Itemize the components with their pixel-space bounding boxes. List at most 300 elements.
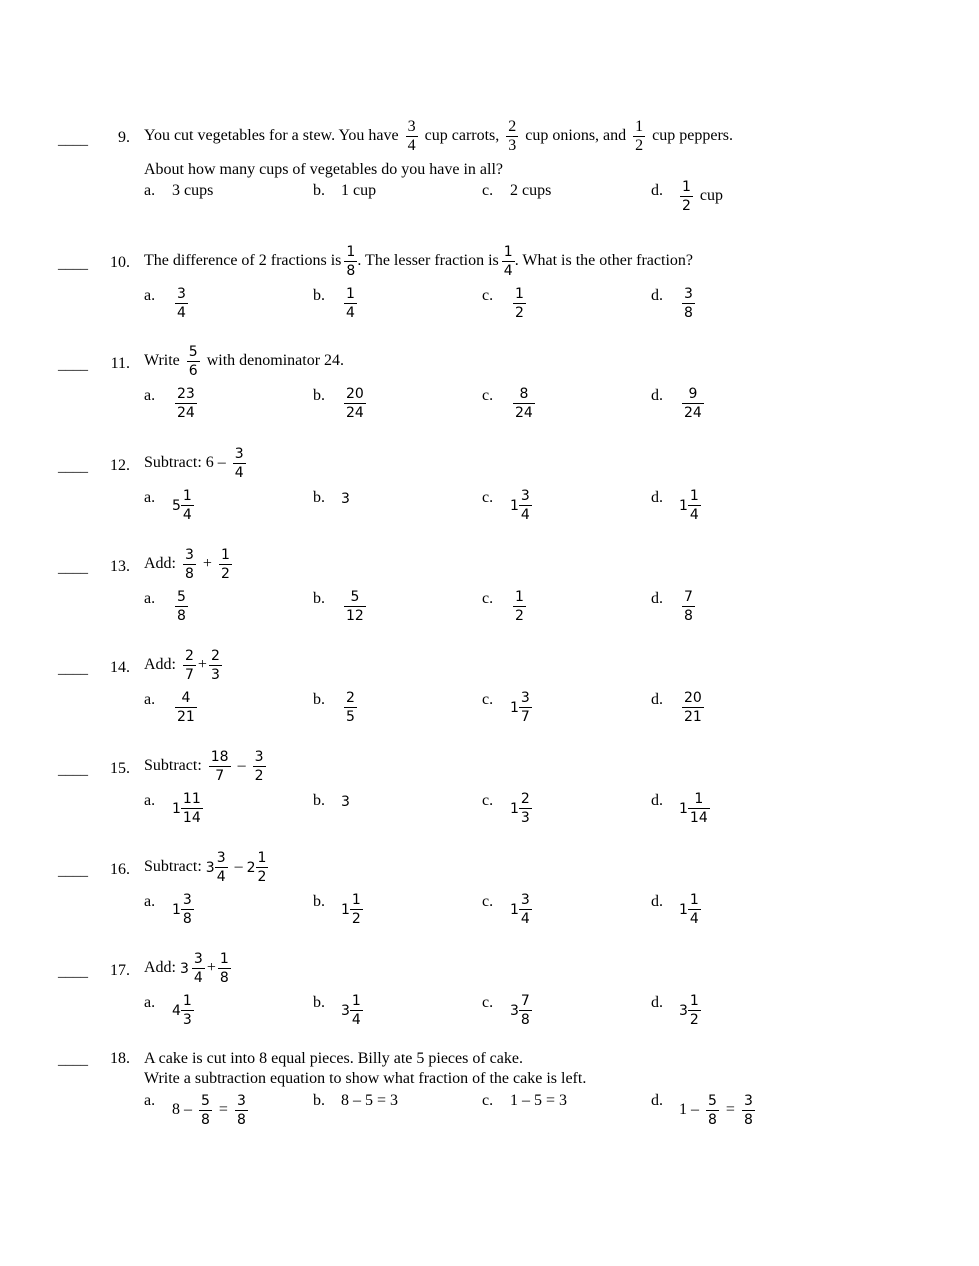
option-letter: a. bbox=[144, 691, 156, 708]
numerator: 1 bbox=[694, 791, 704, 807]
option-letter: b. bbox=[313, 590, 325, 607]
question-number: 13. bbox=[110, 558, 130, 575]
whole-number: 1 bbox=[510, 800, 519, 817]
stem-text: The difference of 2 fractions is bbox=[144, 252, 342, 270]
question-stem bbox=[144, 243, 693, 280]
fraction bbox=[502, 243, 515, 280]
fraction bbox=[519, 790, 532, 827]
fraction bbox=[344, 243, 357, 280]
option-answer: 1 – $\frac{5}{8}$ = $\frac{3}{8}$ bbox=[679, 1093, 753, 1128]
denominator: 2 bbox=[257, 869, 267, 885]
option-letter: b. bbox=[313, 182, 325, 199]
stem-text: + bbox=[197, 656, 207, 674]
fraction bbox=[192, 950, 205, 987]
stem-text: Add: bbox=[144, 959, 176, 977]
stem-text: . The lesser fraction is bbox=[357, 252, 499, 270]
answer-blank[interactable]: ____ bbox=[58, 560, 88, 576]
fraction bbox=[233, 445, 246, 482]
option-answer: 3 bbox=[341, 491, 350, 507]
numerator: 7 bbox=[684, 589, 693, 605]
fraction bbox=[209, 647, 222, 684]
fraction bbox=[183, 546, 196, 583]
option-answer bbox=[172, 588, 191, 625]
answer-blank[interactable]: ____ bbox=[58, 132, 88, 148]
numerator: 11 bbox=[182, 791, 201, 807]
option-letter: c. bbox=[482, 182, 494, 199]
option-answer bbox=[510, 285, 529, 322]
option-answer bbox=[341, 689, 360, 726]
option-answer bbox=[679, 487, 704, 524]
denominator: 3 bbox=[182, 1012, 192, 1028]
mixed-number bbox=[180, 950, 208, 987]
question-stem bbox=[144, 748, 269, 785]
numerator: 3 bbox=[234, 446, 244, 462]
fraction bbox=[688, 487, 701, 524]
fraction bbox=[682, 588, 695, 625]
answer-blank[interactable]: ____ bbox=[58, 863, 88, 879]
denominator: 7 bbox=[209, 766, 231, 785]
numerator: 1 bbox=[682, 179, 691, 195]
denominator: 14 bbox=[182, 810, 201, 826]
stem-text: . What is the other fraction? bbox=[514, 252, 693, 270]
numerator: 1 bbox=[182, 993, 192, 1009]
numerator: 1 bbox=[182, 488, 192, 504]
question-stem bbox=[144, 849, 271, 886]
denominator: 8 bbox=[236, 1112, 246, 1128]
mixed-number bbox=[247, 849, 272, 886]
fraction bbox=[344, 689, 357, 726]
denominator: 4 bbox=[346, 305, 355, 321]
denominator: 6 bbox=[188, 363, 198, 379]
option-letter: a. bbox=[144, 182, 156, 199]
stem-text: cup peppers. bbox=[652, 127, 734, 145]
numerator: 1 bbox=[503, 244, 513, 260]
numerator: 1 bbox=[351, 892, 361, 908]
option-letter: c. bbox=[482, 387, 494, 404]
denominator: 8 bbox=[708, 1112, 717, 1128]
option-letter: d. bbox=[651, 893, 663, 910]
option-answer bbox=[510, 588, 529, 625]
denominator: 4 bbox=[177, 305, 186, 321]
answer-blank[interactable]: ____ bbox=[58, 256, 88, 272]
fraction bbox=[513, 588, 526, 625]
option-answer: 3 bbox=[341, 794, 350, 810]
fraction bbox=[519, 487, 532, 524]
numerator: 1 bbox=[351, 993, 361, 1009]
option-answer: 8 – 5 = 3 bbox=[341, 1092, 399, 1109]
numerator: 20 bbox=[346, 386, 364, 402]
stem-text: Subtract: bbox=[144, 858, 202, 876]
denominator: 2 bbox=[515, 305, 524, 321]
fraction bbox=[175, 385, 197, 422]
denominator: 21 bbox=[684, 709, 702, 725]
question-stem-line-2: Write a subtraction equation to show what fraction of the cake is left. bbox=[144, 1070, 587, 1087]
denominator: 2 bbox=[254, 768, 264, 784]
question-stem-line-2: About how many cups of vegetables do you have in all? bbox=[144, 161, 504, 178]
denominator: 7 bbox=[185, 667, 194, 683]
option-letter: b. bbox=[313, 994, 325, 1011]
fraction bbox=[181, 992, 194, 1029]
option-letter: a. bbox=[144, 1092, 156, 1109]
option-letter: b. bbox=[313, 1092, 325, 1109]
stem-text: – bbox=[234, 858, 243, 876]
denominator: 8 bbox=[684, 305, 693, 321]
numerator: 5 bbox=[188, 344, 198, 360]
denominator: 8 bbox=[201, 1112, 210, 1128]
option-letter: d. bbox=[651, 590, 663, 607]
option-letter: a. bbox=[144, 792, 156, 809]
numerator: 1 bbox=[515, 589, 524, 605]
option-letter: a. bbox=[144, 387, 156, 404]
whole-number: 1 bbox=[679, 901, 688, 918]
fraction bbox=[406, 118, 418, 155]
denominator: 4 bbox=[503, 263, 513, 279]
denominator: 8 bbox=[182, 911, 192, 927]
option-answer bbox=[341, 385, 369, 422]
option-letter: c. bbox=[482, 893, 494, 910]
numerator: 3 bbox=[177, 286, 186, 302]
option-letter: c. bbox=[482, 691, 494, 708]
stem-text: Subtract: bbox=[144, 757, 202, 775]
numerator: 3 bbox=[407, 118, 416, 135]
stem-text: + bbox=[206, 959, 216, 977]
fraction bbox=[219, 546, 232, 583]
option-answer bbox=[510, 487, 535, 524]
numerator: 4 bbox=[181, 690, 191, 706]
question-stem bbox=[144, 546, 235, 583]
option-letter: d. bbox=[651, 182, 663, 199]
question-stem bbox=[144, 647, 225, 684]
answer-blank[interactable]: ____ bbox=[58, 661, 88, 677]
option-letter: a. bbox=[144, 994, 156, 1011]
denominator: 2 bbox=[689, 1012, 699, 1028]
numerator: 3 bbox=[520, 488, 530, 504]
fraction bbox=[513, 385, 535, 422]
stem-text: Write bbox=[144, 352, 180, 370]
whole-number: 4 bbox=[172, 1002, 181, 1019]
fraction bbox=[175, 285, 188, 322]
option-letter: b. bbox=[313, 691, 325, 708]
numerator: 5 bbox=[201, 1093, 210, 1109]
numerator: 1 bbox=[257, 850, 267, 866]
numerator: 3 bbox=[193, 951, 203, 967]
answer-blank[interactable]: ____ bbox=[58, 357, 88, 373]
answer-blank[interactable]: ____ bbox=[58, 459, 88, 475]
fraction bbox=[344, 588, 366, 625]
option-letter: d. bbox=[651, 287, 663, 304]
option-letter: d. bbox=[651, 994, 663, 1011]
numerator: 5 bbox=[708, 1093, 717, 1109]
numerator: 1 bbox=[689, 892, 699, 908]
whole-number: 3 bbox=[679, 1002, 688, 1019]
numerator: 1 bbox=[346, 286, 355, 302]
option-answer bbox=[679, 689, 707, 726]
fraction bbox=[175, 588, 188, 625]
option-letter: b. bbox=[313, 792, 325, 809]
option-letter: c. bbox=[482, 590, 494, 607]
numerator: 1 bbox=[515, 286, 524, 302]
fraction bbox=[218, 950, 231, 987]
fraction bbox=[350, 992, 363, 1029]
stem-text: cup onions, and bbox=[525, 127, 627, 145]
option-answer: 1 – 5 = 3 bbox=[510, 1092, 568, 1109]
numerator: 5 bbox=[350, 589, 360, 605]
whole-number: 1 bbox=[510, 699, 519, 716]
fraction bbox=[682, 285, 695, 322]
denominator: 4 bbox=[351, 1012, 361, 1028]
option-answer bbox=[510, 790, 535, 827]
stem-text: Add: bbox=[144, 555, 176, 573]
stem-text: with denominator 24. bbox=[206, 352, 345, 370]
fraction bbox=[215, 849, 228, 886]
option-answer bbox=[679, 385, 707, 422]
denominator: 3 bbox=[210, 667, 220, 683]
fraction bbox=[519, 992, 532, 1029]
denominator: 3 bbox=[508, 137, 517, 154]
fraction bbox=[253, 748, 266, 785]
option-answer bbox=[172, 992, 197, 1029]
question-stem bbox=[144, 343, 344, 380]
denominator: 2 bbox=[682, 198, 691, 214]
option-letter: a. bbox=[144, 893, 156, 910]
numerator: 3 bbox=[236, 1093, 246, 1109]
question-stem: A cake is cut into 8 equal pieces. Billy ate 5 pieces of cake. bbox=[144, 1050, 523, 1067]
denominator: 4 bbox=[216, 869, 226, 885]
denominator: 2 bbox=[635, 137, 644, 154]
numerator: 3 bbox=[743, 1093, 753, 1109]
question-number: 15. bbox=[110, 760, 130, 777]
fraction bbox=[183, 647, 196, 684]
numerator: 3 bbox=[185, 547, 194, 563]
whole-number: 1 bbox=[679, 800, 688, 817]
whole-number: 3 bbox=[341, 1002, 350, 1019]
fraction bbox=[682, 689, 704, 726]
option-answer bbox=[341, 992, 366, 1029]
fraction bbox=[199, 1092, 212, 1129]
fraction bbox=[688, 992, 701, 1029]
numerator: 3 bbox=[520, 690, 530, 706]
question-number: 17. bbox=[110, 962, 130, 979]
numerator: 1 bbox=[689, 993, 699, 1009]
denominator: 14 bbox=[689, 810, 708, 826]
numerator: 5 bbox=[177, 589, 186, 605]
option-letter: a. bbox=[144, 489, 156, 506]
numerator: 8 bbox=[519, 386, 529, 402]
stem-text: Add: bbox=[144, 656, 176, 674]
option-answer: 1 cup bbox=[341, 182, 377, 199]
option-answer bbox=[172, 891, 197, 928]
answer-blank[interactable]: ____ bbox=[58, 964, 88, 980]
numerator: 23 bbox=[177, 386, 195, 402]
numerator: 1 bbox=[346, 244, 356, 260]
numerator: 3 bbox=[684, 286, 693, 302]
question-number: 9. bbox=[118, 129, 130, 146]
whole-number: 1 bbox=[172, 901, 181, 918]
fraction bbox=[181, 487, 194, 524]
question-number: 10. bbox=[110, 254, 130, 271]
numerator: 2 bbox=[185, 648, 194, 664]
denominator: 7 bbox=[520, 709, 530, 725]
denominator: 3 bbox=[520, 810, 530, 826]
stem-text: + bbox=[202, 555, 212, 573]
fraction bbox=[235, 1092, 248, 1129]
mixed-number bbox=[206, 849, 231, 886]
option-letter: c. bbox=[482, 489, 494, 506]
fraction bbox=[513, 285, 526, 322]
numerator: 1 bbox=[219, 951, 229, 967]
fraction bbox=[519, 689, 532, 726]
numerator: 1 bbox=[635, 118, 644, 135]
option-answer: 2 cups bbox=[510, 182, 552, 199]
numerator: 9 bbox=[688, 386, 698, 402]
denominator: 2 bbox=[220, 566, 230, 582]
denominator: 8 bbox=[520, 1012, 530, 1028]
denominator: 2 bbox=[351, 911, 361, 927]
numerator: 20 bbox=[684, 690, 702, 706]
numerator: 1 bbox=[689, 488, 699, 504]
fraction bbox=[256, 849, 269, 886]
denominator: 4 bbox=[689, 911, 699, 927]
whole-number: 1 bbox=[510, 901, 519, 918]
whole-number: 1 bbox=[510, 497, 519, 514]
denominator: 12 bbox=[346, 608, 364, 624]
option-letter: d. bbox=[651, 489, 663, 506]
option-letter: c. bbox=[482, 287, 494, 304]
denominator: 4 bbox=[182, 507, 192, 523]
option-letter: b. bbox=[313, 387, 325, 404]
whole-number: 3 bbox=[180, 960, 189, 977]
numerator: 7 bbox=[520, 993, 530, 1009]
whole-number: 1 bbox=[341, 901, 350, 918]
fraction bbox=[350, 891, 363, 928]
option-answer: 3 cups bbox=[172, 182, 214, 199]
fraction bbox=[688, 891, 701, 928]
option-answer bbox=[510, 992, 535, 1029]
numerator: 2 bbox=[346, 690, 355, 706]
option-letter: b. bbox=[313, 489, 325, 506]
denominator: 8 bbox=[684, 608, 693, 624]
denominator: 4 bbox=[520, 507, 530, 523]
option-answer bbox=[679, 891, 704, 928]
option-answer: $\frac{1}{2}$ cup bbox=[682, 179, 724, 214]
denominator: 4 bbox=[234, 465, 244, 481]
question-number: 12. bbox=[110, 457, 130, 474]
denominator: 8 bbox=[185, 566, 194, 582]
numerator: 3 bbox=[254, 749, 264, 765]
option-answer bbox=[172, 790, 206, 827]
question-stem bbox=[144, 950, 234, 987]
question-number: 18. bbox=[110, 1050, 130, 1067]
denominator: 8 bbox=[346, 263, 356, 279]
fraction bbox=[209, 748, 231, 785]
denominator: 4 bbox=[193, 970, 203, 986]
whole-number: 2 bbox=[246, 859, 256, 876]
fraction bbox=[181, 790, 203, 827]
option-letter: b. bbox=[313, 893, 325, 910]
numerator: 2 bbox=[520, 791, 530, 807]
fraction bbox=[181, 891, 194, 928]
question-stem bbox=[144, 445, 249, 482]
option-letter: b. bbox=[313, 287, 325, 304]
whole-number: 1 bbox=[679, 497, 688, 514]
option-answer bbox=[341, 285, 360, 322]
fraction bbox=[344, 385, 366, 422]
fraction bbox=[688, 790, 710, 827]
denominator: 4 bbox=[689, 507, 699, 523]
stem-text: – bbox=[237, 757, 246, 775]
denominator: 4 bbox=[520, 911, 530, 927]
option-letter: d. bbox=[651, 387, 663, 404]
question-stem bbox=[144, 118, 733, 155]
question-number: 16. bbox=[110, 861, 130, 878]
denominator: 24 bbox=[515, 405, 533, 421]
fraction bbox=[519, 891, 532, 928]
denominator: 24 bbox=[684, 405, 702, 421]
denominator: 24 bbox=[346, 405, 364, 421]
fraction bbox=[344, 285, 357, 322]
option-answer bbox=[172, 385, 200, 422]
answer-blank[interactable]: ____ bbox=[58, 762, 88, 778]
fraction bbox=[742, 1092, 755, 1129]
option-answer bbox=[679, 588, 698, 625]
answer-blank[interactable]: ____ bbox=[58, 1052, 88, 1068]
stem-text: Subtract: 6 – bbox=[144, 454, 226, 472]
option-answer bbox=[679, 790, 713, 827]
denominator: 24 bbox=[177, 405, 195, 421]
option-letter: a. bbox=[144, 287, 156, 304]
option-answer bbox=[341, 891, 366, 928]
numerator: 3 bbox=[520, 892, 530, 908]
whole-number: 5 bbox=[172, 497, 181, 514]
numerator: 1 bbox=[220, 547, 230, 563]
fraction bbox=[633, 118, 645, 155]
whole-number: 1 bbox=[172, 800, 181, 817]
option-letter: c. bbox=[482, 792, 494, 809]
denominator: 4 bbox=[407, 137, 416, 154]
denominator: 21 bbox=[177, 709, 195, 725]
option-answer bbox=[679, 285, 698, 322]
option-letter: a. bbox=[144, 590, 156, 607]
denominator: 5 bbox=[346, 709, 355, 725]
option-answer bbox=[510, 891, 535, 928]
denominator: 2 bbox=[515, 608, 524, 624]
numerator: 2 bbox=[508, 118, 517, 135]
denominator: 8 bbox=[219, 970, 229, 986]
option-letter: c. bbox=[482, 1092, 494, 1109]
option-letter: d. bbox=[651, 792, 663, 809]
numerator: 18 bbox=[210, 749, 229, 765]
fraction bbox=[706, 1092, 719, 1129]
stem-text: cup carrots, bbox=[424, 127, 500, 145]
fraction bbox=[682, 385, 704, 422]
option-answer bbox=[172, 487, 197, 524]
fraction bbox=[175, 689, 197, 726]
fraction bbox=[506, 118, 518, 155]
denominator: 8 bbox=[743, 1112, 753, 1128]
stem-text: You cut vegetables for a stew. You have bbox=[144, 127, 399, 145]
denominator: 8 bbox=[177, 608, 186, 624]
option-answer bbox=[510, 689, 535, 726]
option-answer bbox=[341, 588, 369, 625]
option-letter: d. bbox=[651, 1092, 663, 1109]
option-answer bbox=[679, 992, 704, 1029]
question-number: 14. bbox=[110, 659, 130, 676]
option-letter: d. bbox=[651, 691, 663, 708]
numerator: 3 bbox=[216, 850, 226, 866]
fraction bbox=[680, 178, 693, 215]
numerator: 2 bbox=[210, 648, 220, 664]
whole-number: 3 bbox=[510, 1002, 519, 1019]
